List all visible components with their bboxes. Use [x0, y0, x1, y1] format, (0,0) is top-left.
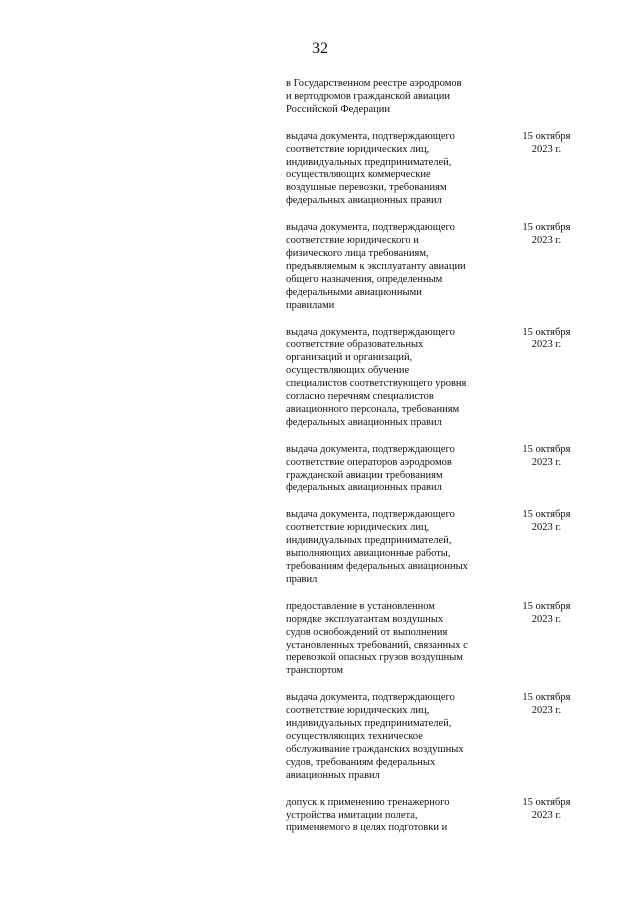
- row-date: 15 октября 2023 г.: [522, 326, 571, 351]
- row-date: 15 октября 2023 г.: [522, 443, 571, 468]
- table-row: [286, 78, 586, 117]
- document-table: [286, 78, 586, 849]
- row-description: выдача документа, подтверждающего соответствие юридических лиц, индивидуальных предпринимателей, осуществляющих техническое обслуживание гражданских воздушных судов, требованиям федеральных авиационных правил: [286, 692, 464, 781]
- row-description: выдача документа, подтверждающего соответствие юридических лиц, индивидуальных предпринимателей, выполняющих авиационные работы, требованиям федеральных авиационных правил: [286, 509, 468, 585]
- table-row: [286, 444, 586, 496]
- row-description: выдача документа, подтверждающего соответствие юридических лиц, индивидуальных предпринимателей, осуществляющих коммерческие воздушные перевозки, требованиям федеральных авиационных правил: [286, 130, 455, 207]
- row-date: [499, 78, 586, 117]
- row-description: предоставление в установленном порядке эксплуатантам воздушных судов освобождений от выполнения установленных требований, связанных с перевозкой опасных грузов воздушным транспортом: [286, 600, 468, 677]
- row-date: 15 октября 2023 г.: [522, 692, 571, 717]
- row-description: выдача документа, подтверждающего соответствие образовательных организаций и организаций, осуществляющих обучение специалистов соответствующего уровня согласно перечням специалистов авиационного персонала, требованиям федеральных авиационных правил: [286, 326, 467, 428]
- row-date: 15 октября 2023 г.: [522, 600, 571, 625]
- row-date: 15 октября 2023 г.: [522, 130, 571, 155]
- row-date: 15 октября 2023 г.: [522, 222, 571, 247]
- row-date: 15 октября 2023 г.: [522, 796, 571, 821]
- table-row: [286, 692, 586, 782]
- table-row: [286, 797, 586, 836]
- page-number: 32: [312, 40, 328, 57]
- row-description: в Государственном реестре аэродромов и вертодромов гражданской авиации Российской Федерации: [286, 78, 462, 115]
- table-row: [286, 509, 586, 586]
- row-date: 15 октября 2023 г.: [522, 509, 571, 534]
- table-row: [286, 601, 586, 678]
- table-row: [286, 327, 586, 430]
- table-row: [286, 222, 586, 312]
- row-description: выдача документа, подтверждающего соответствие юридического и физического лица требованиям, предъявляемым к эксплуатанту авиации общего назначения, определенным федеральными авиационными правилами: [286, 222, 466, 311]
- table-row: [286, 131, 586, 208]
- row-description: допуск к применению тренажерного устройства имитации полета, применяемого в целях подготовки и: [286, 796, 450, 834]
- row-description: выдача документа, подтверждающего соответствие операторов аэродромов гражданской авиации требованиям федеральных авиационных правил: [286, 443, 455, 494]
